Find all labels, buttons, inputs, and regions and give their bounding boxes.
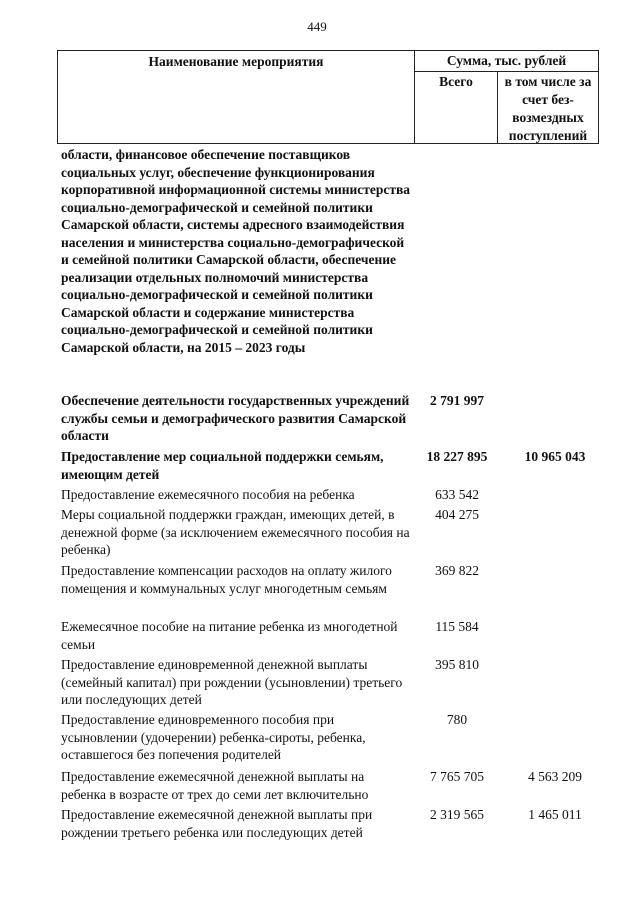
row-name: Предоставление ежемесячной денежной выплаты на ребенка в возрасте от трех до семи лет включительно [61,769,369,802]
row-name: Предоставление единовременного пособия при усыновлении (удочерении) ребенка-сироты, ребенка, оставшегося без попечения родителей [61,712,366,762]
header-name-cell [57,50,415,144]
header-gratis-cell [497,71,599,144]
row-name: Предоставление мер социальной поддержки семьям, имеющим детей [61,449,384,482]
row-name: Меры социальной поддержки граждан, имеющих детей, в денежной форме (за исключением ежемесячного пособия на ребенка) [61,507,410,557]
header-sum-cell [414,50,599,72]
row-gratis: 4 563 209 [528,769,582,784]
page-number: 449 [307,19,327,34]
row-total: 633 542 [435,487,479,502]
row-gratis: 1 465 011 [528,807,582,822]
row-total: 7 765 705 [430,769,484,784]
row-name: Обеспечение деятельности государственных учреждений службы семьи и демографического развития Самарской области [61,393,410,443]
header-gratis-label: в том числе за счет без-возмездных поступлений [504,74,592,143]
row-total: 115 584 [435,619,479,634]
row-name: области, финансовое обеспечение поставщиков социальных услуг, обеспечение функционирования корпоративной информационной системы министерства социально-демографической и семейной политики Самарской области, системы адресного взаимодействия населения и министерства социально-демографической и семейной политики Самарской области, обеспечение реализации отдельных полномочий министерства социально-демографической и семейной политики Самарской области и содержание министерства социально-демографической и семейной политики Самарской области, на 2015 – 2023 годы [61,147,411,355]
header-total-label: Всего [439,74,473,89]
row-name: Предоставление единовременной денежной выплаты (семейный капитал) при рождении (усыновлении) третьего или последующих детей [61,657,403,707]
header-sum-label: Сумма, тыс. рублей [446,53,567,68]
row-total: 2 319 565 [430,807,484,822]
header-name-label: Наименование мероприятия [148,54,324,69]
row-total: 780 [446,712,468,727]
row-gratis: 10 965 043 [524,449,586,464]
header-total-cell [414,71,498,144]
row-name: Ежемесячное пособие на питание ребенка из многодетной семьи [61,619,398,652]
row-total: 18 227 895 [426,449,488,464]
row-name: Предоставление компенсации расходов на оплату жилого помещения и коммунальных услуг многодетным семьям [61,563,392,596]
row-total: 395 810 [435,657,479,672]
row-name: Предоставление ежемесячной денежной выплаты при рождении третьего ребенка или последующих детей [61,807,373,840]
row-name: Предоставление ежемесячного пособия на ребенка [61,487,355,502]
row-total: 369 822 [435,563,479,578]
row-total: 404 275 [435,507,479,522]
row-total: 2 791 997 [430,393,484,408]
